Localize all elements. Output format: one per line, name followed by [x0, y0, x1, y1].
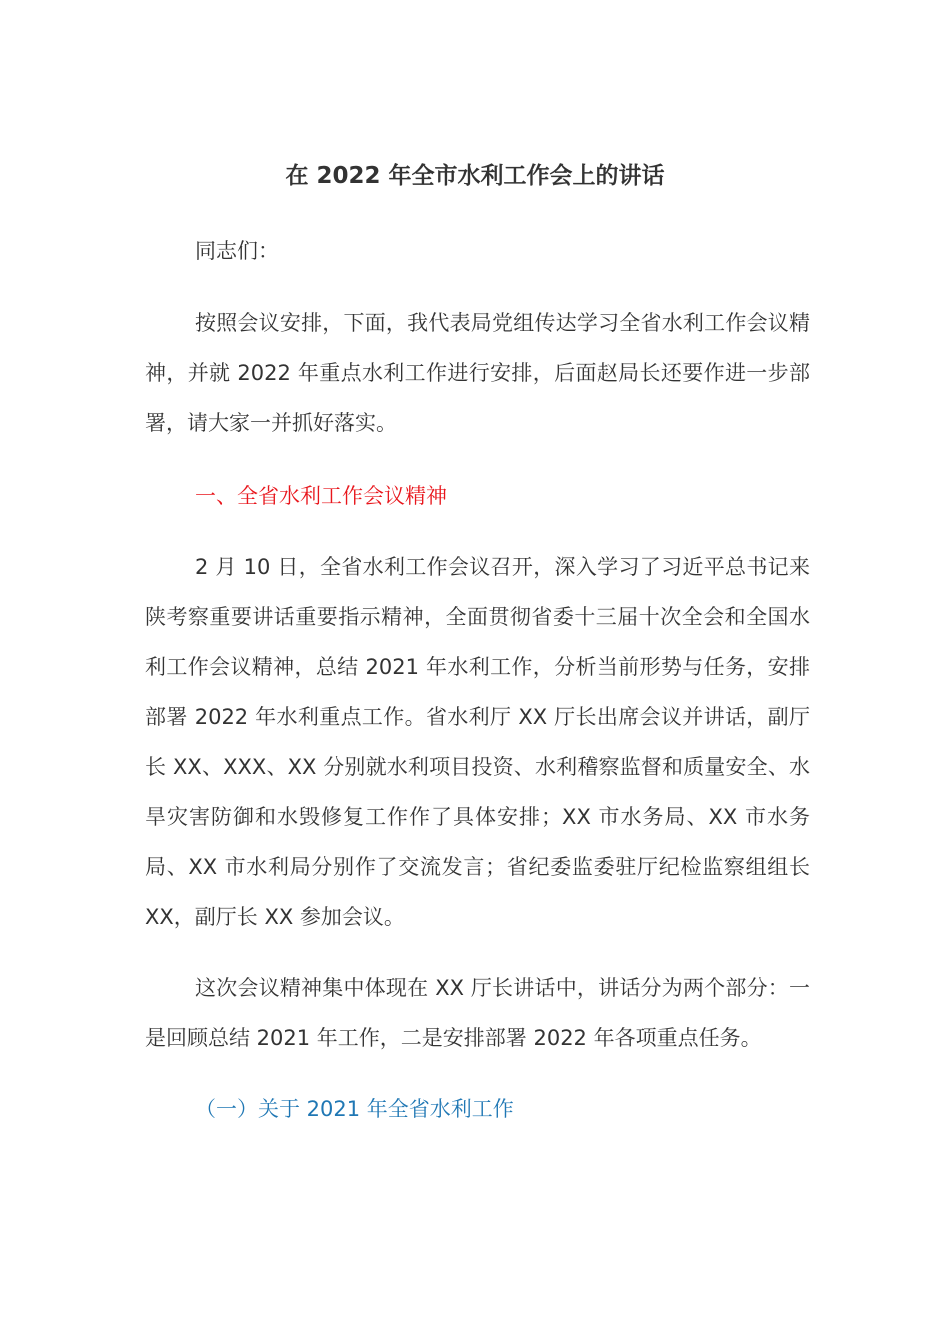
section-heading-1: 一、全省水利工作会议精神: [195, 484, 447, 508]
subsection-heading-1: （一）关于 2021 年全省水利工作: [195, 1097, 514, 1121]
paragraph-intro: 按照会议安排，下面，我代表局党组传达学习全省水利工作会议精神，并就 2022 年重点水利工作进行安排，后面赵局长还要作进一步部署，请大家一并抓好落实。: [145, 311, 810, 435]
document-title: 在 2022 年全市水利工作会上的讲话: [285, 163, 665, 189]
paragraph-speech-summary: 这次会议精神集中体现在 XX 厅长讲话中，讲话分为两个部分：一是回顾总结 2021 年工作，二是安排部署 2022 年各项重点任务。: [145, 976, 810, 1050]
paragraph-meeting: 2 月 10 日，全省水利工作会议召开，深入学习了习近平总书记来陕考察重要讲话重要指示精神，全面贯彻省委十三届十次全会和全国水利工作会议精神，总结 2021 年水利工作，分析当前形势与任务，安排部署 2022 年水利重点工作。省水利厅 XX 厅长出席会议并讲话，副厅长 XX、XXX、XX 分别就水利项目投资、水利稽察监督和质量安全、水旱灾害防御和水毁修复工作作了具体安排；XX 市水务局、XX 市水务局、XX 市水利局分别作了交流发言；省纪委监委驻厅纪检监察组组长 XX，副厅长 XX 参加会议。: [145, 555, 810, 929]
salutation: 同志们：: [195, 239, 279, 263]
